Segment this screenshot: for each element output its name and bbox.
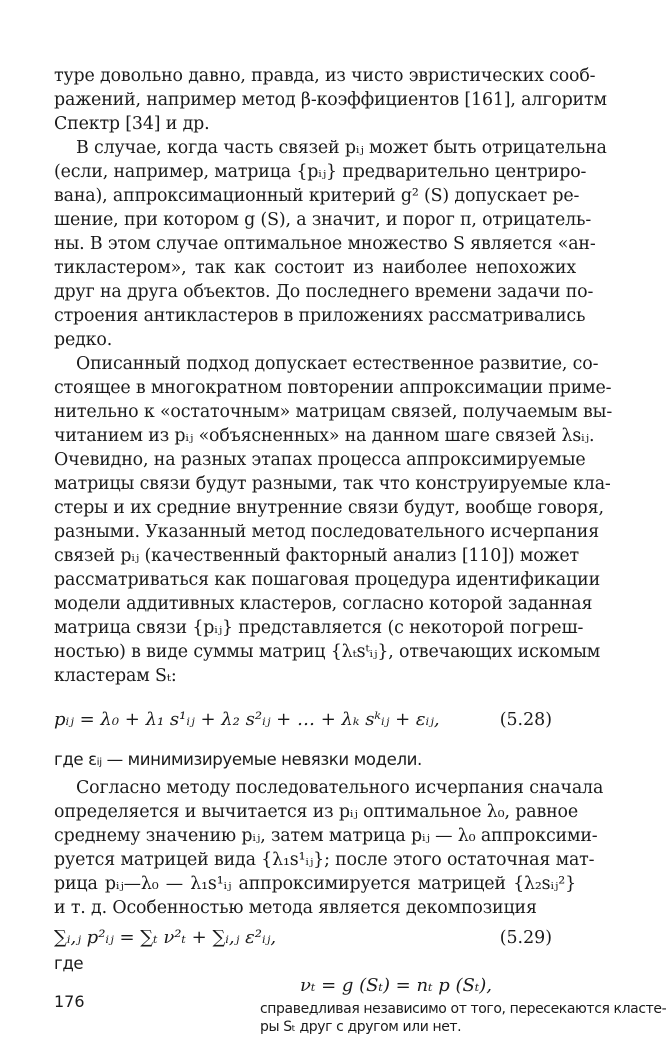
text-line: Согласно методу последовательного исчерпания сначала — [76, 778, 604, 798]
text-line: модели аддитивных кластеров, согласно которой заданная — [54, 594, 593, 614]
text-line: матрица связи {pᵢⱼ} представляется (с некоторой погреш- — [54, 618, 584, 638]
text-line: связей pᵢⱼ (качественный факторный анализ [110]) может — [54, 546, 580, 566]
text-line: тикластером», так как состоит из наиболее непохожих — [54, 258, 576, 278]
text-line: стоящее в многократном повторении аппроксимации приме- — [54, 378, 612, 398]
equation-5-29 — [54, 924, 576, 952]
text-line: нительно к «остаточным» матрицам связей, получаемым вы- — [54, 402, 613, 422]
equation-number: (5.29) — [499, 928, 552, 948]
page-number: 176 — [54, 992, 85, 1011]
text-line: определяется и вычитается из pᵢⱼ оптимальное λ₀, равное — [54, 802, 578, 822]
text-line: В случае, когда часть связей pᵢⱼ может быть отрицательна — [76, 138, 607, 158]
text-line: разными. Указанный метод последовательного исчерпания — [54, 522, 600, 542]
text-line: справедливая независимо от того, пересекаются класте- — [260, 1001, 666, 1017]
text-line: Спектр [34] и др. — [54, 114, 210, 134]
text-line: туре довольно давно, правда, из чисто эвристических сооб- — [54, 66, 596, 86]
text-line: ностью) в виде суммы матриц {λₜsᵗᵢⱼ}, отвечающих искомым — [54, 642, 601, 662]
text-line: ны. В этом случае оптимальное множество S является «ан- — [54, 234, 596, 254]
text-line: вана), аппроксимационный критерий g² (S) допускает ре- — [54, 186, 580, 206]
text-line: друг на друга объектов. До последнего времени задачи по- — [54, 282, 594, 302]
text-line: рица pᵢⱼ—λ₀ — λ₁s¹ᵢⱼ аппроксимируется матрицей {λ₂sᵢⱼ²} — [54, 874, 576, 894]
equation-formula: ∑ᵢ,ⱼ p²ᵢⱼ = ∑ₜ ν²ₜ + ∑ᵢ,ⱼ ε²ᵢⱼ, — [54, 927, 277, 948]
text-line: строения антикластеров в приложениях рассматривались — [54, 306, 586, 326]
equation-formula: pᵢⱼ = λ₀ + λ₁ s¹ᵢⱼ + λ₂ s²ᵢⱼ + … + λₖ sᵏᵢⱼ + εᵢⱼ, — [54, 709, 440, 730]
text-line: шение, при котором g (S), а значит, и порог π, отрицатель- — [54, 210, 592, 230]
equation-number: (5.28) — [499, 710, 552, 730]
text-line: (если, например, матрица {pᵢⱼ} предварительно центриро- — [54, 162, 587, 182]
text-line: где εᵢⱼ — минимизируемые невязки модели. — [54, 750, 422, 769]
text-line: ражений, например метод β-коэффициентов [161], алгоритм — [54, 90, 607, 110]
text-line: Описанный подход допускает естественное развитие, со- — [76, 354, 599, 374]
equation-5-28 — [54, 700, 576, 740]
text-line: читанием из pᵢⱼ «объясненных» на данном шаге связей λsᵢⱼ. — [54, 426, 595, 446]
equation-nu — [300, 972, 576, 1000]
text-line: рассматриваться как пошаговая процедура идентификации — [54, 570, 601, 590]
text-line: ры Sₜ друг с другом или нет. — [260, 1019, 462, 1035]
text-line: редко. — [54, 330, 113, 350]
text-line: и т. д. Особенностью метода является декомпозиция — [54, 898, 537, 918]
text-line: среднему значению pᵢⱼ, затем матрица pᵢⱼ — λ₀ аппроксими- — [54, 826, 598, 846]
text-line: матрицы связи будут разными, так что конструируемые кла- — [54, 474, 611, 494]
equation-formula: νₜ = g (Sₜ) = nₜ p (Sₜ), — [300, 975, 493, 996]
text-line: кластерам Sₜ: — [54, 666, 177, 686]
text-line: Очевидно, на разных этапах процесса аппроксимируемые — [54, 450, 586, 470]
text-line: где — [54, 954, 84, 973]
text-line: стеры и их средние внутренние связи будут, вообще говоря, — [54, 498, 604, 518]
text-line: руется матрицей вида {λ₁s¹ᵢⱼ}; после этого остаточная мат- — [54, 850, 595, 870]
